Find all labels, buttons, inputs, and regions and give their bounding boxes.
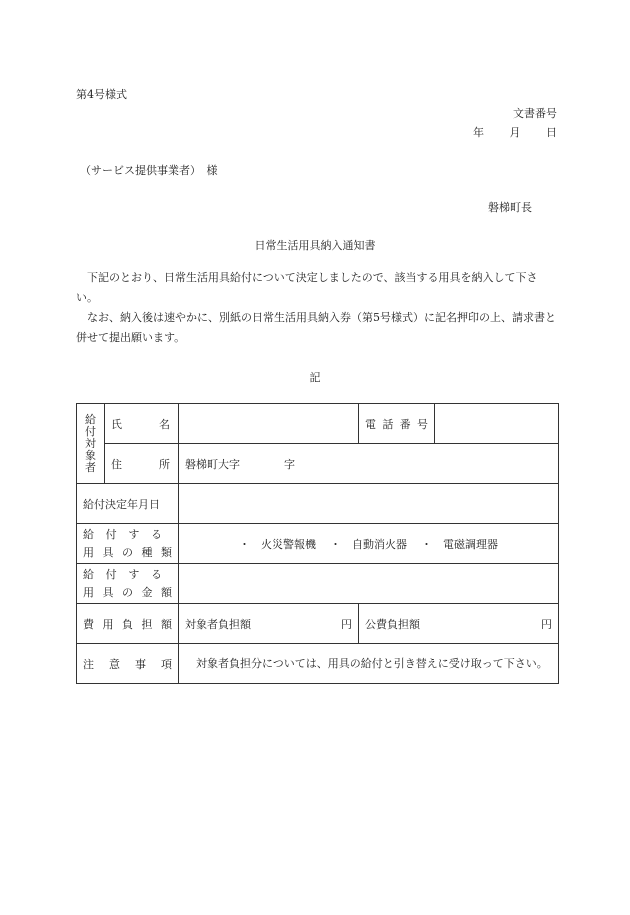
date-year: 年 — [473, 126, 484, 139]
notes-text: 対象者負担分については、用具の給付と引き替えに受け取って下さい。 — [179, 644, 559, 684]
row-address — [77, 444, 559, 484]
issuer: 磐梯町長 — [488, 201, 532, 214]
document-title: 日常生活用具納入通知書 — [254, 239, 376, 252]
phone-value[interactable] — [435, 404, 559, 444]
option-fire-alarm[interactable]: ・ 火災警報機 — [239, 537, 316, 551]
row-cost — [77, 604, 559, 644]
subject-burden-cell[interactable] — [179, 604, 359, 644]
decision-date-value[interactable] — [179, 484, 559, 524]
option-induction-cooker[interactable]: ・ 電磁調理器 — [421, 537, 498, 551]
recipient-group-label: 給 付 対 象 者 — [77, 404, 105, 484]
address-label: 住 所 — [105, 444, 179, 484]
row-notes — [77, 644, 559, 684]
public-burden-label: 公費負担額 — [365, 617, 420, 631]
name-value[interactable] — [179, 404, 359, 444]
decision-date-label: 給付決定年月日 — [77, 484, 179, 524]
option-extinguisher[interactable]: ・ 自動消火器 — [330, 537, 407, 551]
subject-burden-label: 対象者負担額 — [185, 617, 251, 631]
date-line — [473, 124, 557, 140]
row-decision-date — [77, 484, 559, 524]
recipient: （サービス提供事業者） 様 — [80, 164, 218, 177]
type-label: 給 付 す る 用 具 の 種 類 — [77, 524, 179, 564]
notes-label: 注 意 事 項 — [77, 644, 179, 684]
document-number-label: 文書番号 — [513, 107, 557, 120]
amount-label: 給 付 す る 用 具 の 金 額 — [77, 564, 179, 604]
ki-heading: 記 — [309, 371, 321, 384]
subject-burden-yen: 円 — [341, 617, 352, 631]
amount-value[interactable] — [179, 564, 559, 604]
row-amount — [77, 564, 559, 604]
public-burden-yen: 円 — [541, 617, 552, 631]
type-options — [179, 524, 559, 564]
row-name — [77, 404, 559, 444]
date-month: 月 — [509, 126, 521, 139]
address-value[interactable]: 磐梯町大字 字 — [179, 444, 559, 484]
body-paragraph-2: なお、納入後は速やかに、別紙の日常生活用具納入券（第5号様式）に記名押印の上、請求書と併せて提出願います。 — [76, 311, 556, 344]
cost-label: 費 用 負 担 額 — [77, 604, 179, 644]
date-day: 日 — [546, 126, 557, 139]
form-number: 第4号様式 — [76, 88, 127, 101]
row-type — [77, 524, 559, 564]
public-burden-cell[interactable] — [359, 604, 559, 644]
notice-table — [76, 403, 559, 684]
phone-label: 電 話 番 号 — [359, 404, 435, 444]
name-label: 氏 名 — [105, 404, 179, 444]
body-paragraph-1: 下記のとおり、日常生活用具給付について決定しましたので、該当する用具を納入して下さい。 — [76, 271, 538, 304]
